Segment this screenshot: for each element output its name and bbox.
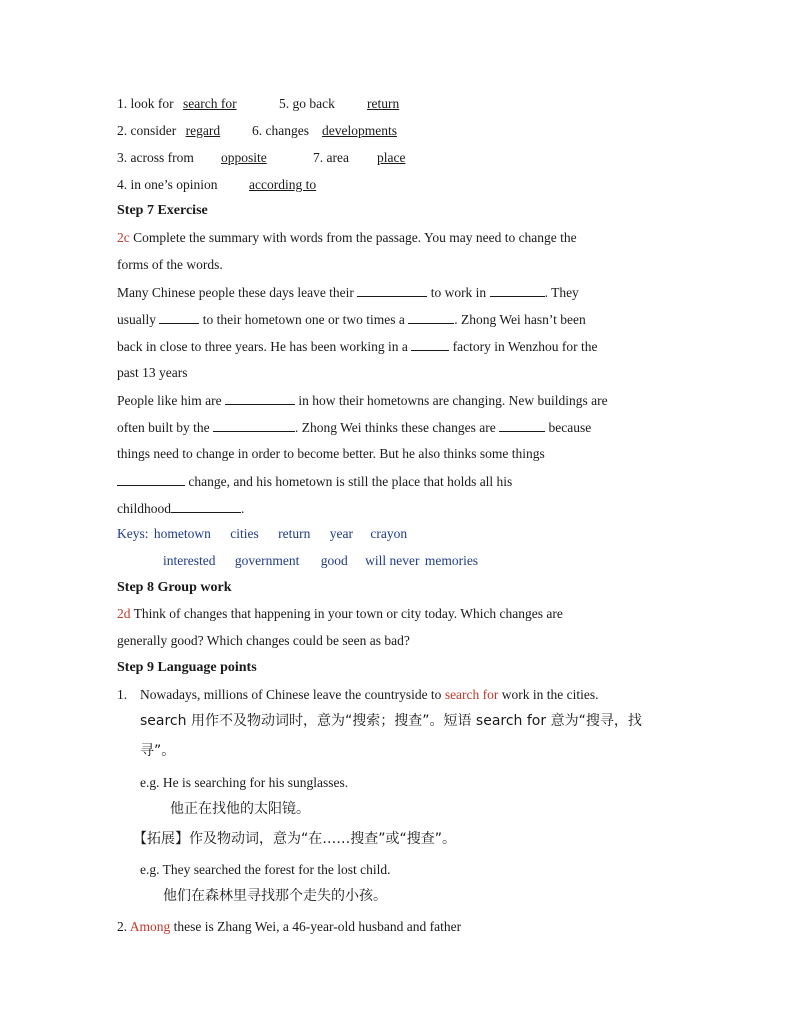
- key-word: memories: [424, 553, 479, 568]
- summary-text: People like him are: [117, 393, 222, 408]
- vocab-phrase: 6. changes: [252, 123, 309, 138]
- key-word: good: [320, 553, 348, 568]
- vocab-row-1: [117, 95, 400, 113]
- key-word: crayon: [370, 526, 408, 541]
- summary-line-1: [117, 283, 579, 302]
- key-word: government: [234, 553, 300, 568]
- step7-instruction: [117, 229, 577, 247]
- blank[interactable]: [408, 310, 454, 324]
- keys-label: Keys:: [117, 526, 149, 541]
- blank[interactable]: [159, 310, 199, 324]
- summary-text: because: [548, 420, 592, 435]
- summary-line-8: [117, 472, 512, 491]
- highlight-phrase: Among: [129, 919, 171, 934]
- vocab-phrase: 2. consider: [117, 123, 177, 138]
- vocab-answer: return: [367, 96, 400, 111]
- summary-text: in how their hometowns are changing. New buildings are: [298, 393, 608, 408]
- blank[interactable]: [357, 283, 427, 297]
- summary-line-3: [117, 337, 598, 356]
- blank[interactable]: [490, 283, 545, 297]
- step8-text: Think of changes that happening in your town or city today. Which changes are: [133, 606, 563, 621]
- example-2: e.g. They searched the forest for the lost child.: [140, 862, 391, 877]
- point-1-explanation-cont: 寻”。: [140, 743, 176, 759]
- summary-line-4: past 13 years: [117, 365, 188, 380]
- blank[interactable]: [499, 418, 545, 432]
- summary-text: back in close to three years. He has been working in a: [117, 339, 408, 354]
- blank[interactable]: [213, 418, 295, 432]
- key-word: cities: [230, 526, 259, 541]
- vocab-row-2: [117, 122, 397, 140]
- summary-text: . Zhong Wei thinks these changes are: [294, 420, 496, 435]
- step7-instruction-cont: forms of the words.: [117, 257, 223, 272]
- vocab-phrase: 3. across from: [117, 150, 194, 165]
- point-text: work in the cities.: [498, 687, 599, 702]
- summary-line-2: [117, 310, 586, 329]
- summary-text: change, and his hometown is still the place that holds all his: [188, 474, 513, 489]
- summary-line-9: [117, 499, 244, 518]
- summary-text: Many Chinese people these days leave their: [117, 285, 354, 300]
- vocab-phrase: 4. in one’s opinion: [117, 177, 218, 192]
- summary-text: . Zhong Wei hasn’t been: [454, 312, 586, 327]
- example-1: e.g. He is searching for his sunglasses.: [140, 775, 349, 790]
- summary-text: often built by the: [117, 420, 210, 435]
- keys-line-2: [163, 552, 478, 570]
- vocab-answer: developments: [322, 123, 397, 138]
- summary-text: factory in Wenzhou for the: [452, 339, 598, 354]
- point-1: [117, 686, 599, 704]
- step9-heading: Step 9 Language points: [117, 660, 257, 675]
- extension-note: 【拓展】作及物动词，意为“在……搜查”或“搜查”。: [133, 831, 457, 847]
- vocab-answer: according to: [249, 177, 317, 192]
- point-1-explanation: search 用作不及物动词时，意为“搜索；搜查”。短语 search for 意为“搜寻，找: [140, 713, 642, 729]
- point-text: Nowadays, millions of Chinese leave the countryside to: [140, 687, 445, 702]
- exercise-code: 2c: [117, 230, 130, 245]
- vocab-row-4: [117, 176, 317, 194]
- vocab-answer: regard: [185, 123, 221, 138]
- summary-text: to their hometown one or two times a: [202, 312, 405, 327]
- summary-text: usually: [117, 312, 156, 327]
- step8-heading: Step 8 Group work: [117, 580, 232, 595]
- key-word: interested: [163, 553, 216, 568]
- key-word: return: [278, 526, 311, 541]
- blank[interactable]: [411, 337, 449, 351]
- point-text: these is Zhang Wei, a 46-year-old husband and father: [170, 919, 462, 934]
- summary-line-7: things need to change in order to become better. But he also thinks some things: [117, 446, 545, 461]
- summary-text: .: [241, 501, 245, 516]
- point-2: [117, 918, 461, 936]
- summary-text: childhood: [117, 501, 171, 516]
- instruction-text: Complete the summary with words from the passage. You may need to change the: [129, 230, 577, 245]
- point-number: 2.: [117, 919, 130, 934]
- vocab-row-3: [117, 149, 406, 167]
- key-word: will never: [365, 553, 420, 568]
- example-2-translation: 他们在森林里寻找那个走失的小孩。: [163, 888, 387, 904]
- key-word: year: [329, 526, 353, 541]
- keys-line-1: [117, 525, 407, 543]
- vocab-phrase: 7. area: [313, 150, 349, 165]
- summary-line-5: [117, 391, 608, 410]
- summary-line-6: [117, 418, 591, 437]
- summary-text: . They: [544, 285, 579, 300]
- exercise-code: 2d: [117, 606, 131, 621]
- summary-text: to work in: [430, 285, 487, 300]
- point-number: 1.: [117, 687, 128, 702]
- blank[interactable]: [171, 499, 241, 513]
- step8-line-1: [117, 605, 563, 623]
- step8-line-2: generally good? Which changes could be seen as bad?: [117, 633, 410, 648]
- highlight-phrase: search for: [444, 687, 499, 702]
- blank[interactable]: [117, 472, 185, 486]
- blank[interactable]: [225, 391, 295, 405]
- key-word: hometown: [153, 526, 211, 541]
- example-1-translation: 他正在找他的太阳镜。: [170, 801, 310, 817]
- vocab-phrase: 5. go back: [279, 96, 335, 111]
- vocab-answer: search for: [183, 96, 237, 111]
- vocab-answer: opposite: [221, 150, 267, 165]
- vocab-phrase: 1. look for: [117, 96, 174, 111]
- step7-heading: Step 7 Exercise: [117, 203, 208, 218]
- vocab-answer: place: [377, 150, 406, 165]
